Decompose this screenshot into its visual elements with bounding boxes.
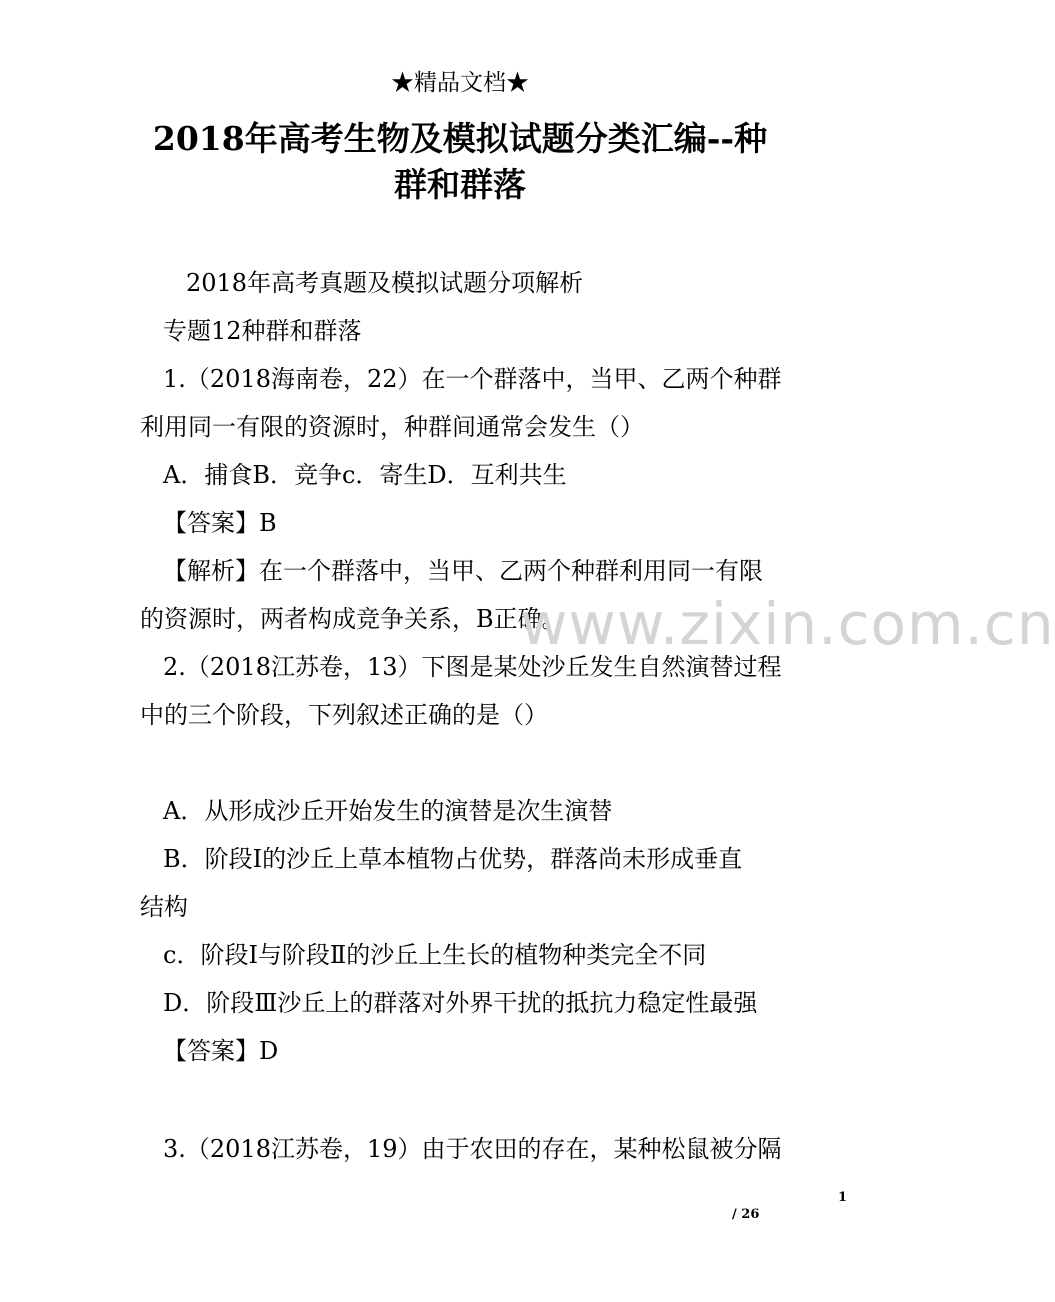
question-2-line-2: 中的三个阶段，下列叙述正确的是（） [140, 701, 548, 729]
question-2-option-c: c．阶段Ⅰ与阶段Ⅱ的沙丘上生长的植物种类完全不同 [163, 941, 707, 969]
document-title [120, 116, 800, 208]
question-1-options: A．捕食B．竞争c．寄生D．互利共生 [163, 461, 567, 489]
subtitle: 2018年高考真题及模拟试题分项解析 [186, 269, 584, 297]
question-1-analysis-line-1: 【解析】在一个群落中，当甲、乙两个种群利用同一有限 [163, 557, 763, 585]
page-total: / 26 [732, 1207, 760, 1222]
question-2-option-d: D．阶段Ⅲ沙丘上的群落对外界干扰的抵抗力稳定性最强 [163, 989, 758, 1017]
topic-heading: 专题12种群和群落 [163, 317, 362, 345]
question-2-option-a: A．从形成沙丘开始发生的演替是次生演替 [163, 797, 613, 825]
watermark: www.zixin.com.cn [520, 590, 1055, 658]
question-2-answer: 【答案】D [163, 1037, 279, 1065]
question-1-analysis-line-2: 的资源时，两者构成竞争关系，B正确。 [140, 605, 566, 633]
page-header: ★精品文档★ [391, 70, 529, 96]
question-3-line-1: 3.（2018江苏卷，19）由于农田的存在，某种松鼠被分隔 [163, 1135, 782, 1163]
question-2-option-b-line-2: 结构 [140, 893, 188, 921]
question-1-answer: 【答案】B [163, 509, 277, 537]
title-line-2: 群和群落 [394, 165, 526, 204]
question-2-line-1: 2.（2018江苏卷，13）下图是某处沙丘发生自然演替过程 [163, 653, 782, 681]
question-2-option-b-line-1: B．阶段Ⅰ的沙丘上草本植物占优势，群落尚未形成垂直 [163, 845, 743, 873]
page-number: 1 [838, 1190, 848, 1205]
question-1-line-2: 利用同一有限的资源时，种群间通常会发生（） [140, 413, 644, 441]
question-1-line-1: 1.（2018海南卷，22）在一个群落中，当甲、乙两个种群 [163, 365, 782, 393]
title-line-1: 2018年高考生物及模拟试题分类汇编--种 [152, 119, 768, 158]
